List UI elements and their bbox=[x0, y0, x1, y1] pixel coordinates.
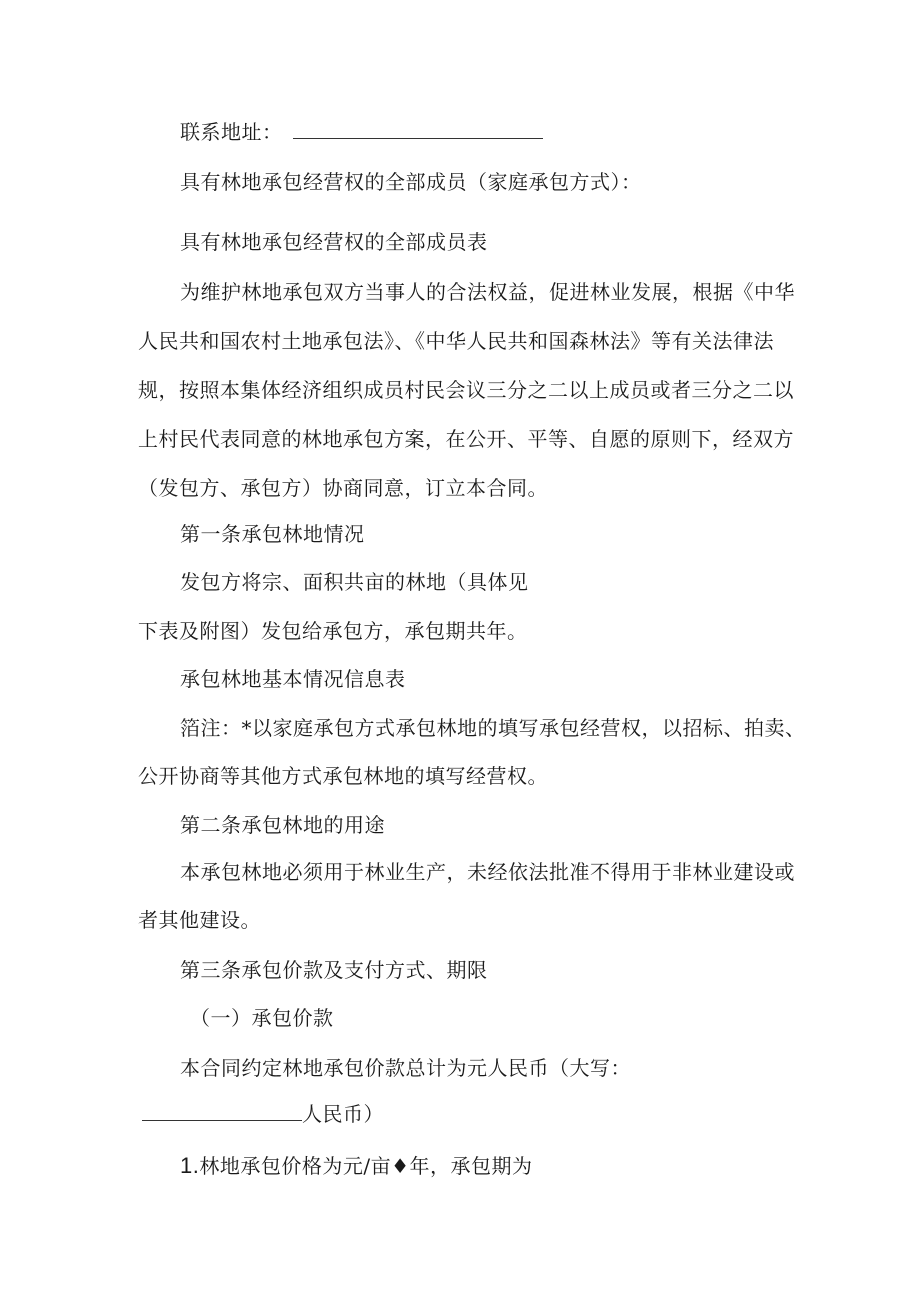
article-1-note-line-1: 箔注：*以家庭承包方式承包林地的填写承包经营权，以招标、拍卖、 bbox=[180, 716, 806, 740]
price-suffix: 人民币） bbox=[302, 1102, 384, 1126]
contact-address-label: 联系地址： bbox=[180, 120, 283, 144]
item-1-number: 1. bbox=[180, 1153, 200, 1178]
article-3-price-words-row bbox=[142, 1100, 384, 1128]
members-table-title: 具有林地承包经营权的全部成员表 bbox=[180, 230, 488, 254]
price-in-words-blank bbox=[142, 1100, 302, 1121]
preamble-line-4: 上村民代表同意的林地承包方案，在公开、平等、自愿的原则下，经双方 bbox=[138, 427, 794, 451]
contact-address-blank bbox=[293, 118, 543, 139]
article-1-line-2: 下表及附图）发包给承包方，承包期共年。 bbox=[138, 619, 528, 643]
article-2-line-1: 本承包林地必须用于林业生产，未经依法批准不得用于非林业建设或 bbox=[180, 860, 795, 884]
article-1-title: 第一条承包林地情况 bbox=[180, 522, 365, 546]
preamble-line-1: 为维护林地承包双方当事人的合法权益，促进林业发展，根据《中华 bbox=[180, 280, 795, 304]
preamble-line-2: 人民共和国农村土地承包法》、《中华人民共和国森林法》等有关法律法 bbox=[138, 329, 774, 353]
item-1-text: 林地承包价格为元/亩♦年，承包期为 bbox=[199, 1154, 533, 1178]
members-statement: 具有林地承包经营权的全部成员（家庭承包方式）： bbox=[180, 170, 642, 194]
article-2-title: 第二条承包林地的用途 bbox=[180, 813, 385, 837]
article-2-line-2: 者其他建设。 bbox=[138, 908, 261, 932]
article-1-table-title: 承包林地基本情况信息表 bbox=[180, 667, 406, 691]
preamble-line-3: 规，按照本集体经济组织成员村民会议三分之二以上成员或者三分之二以 bbox=[138, 378, 794, 402]
article-3-price-line: 本合同约定林地承包价款总计为元人民币（大写： bbox=[180, 1056, 631, 1080]
article-3-title: 第三条承包价款及支付方式、期限 bbox=[180, 958, 488, 982]
preamble-line-5: （发包方、承包方）协商同意，订立本合同。 bbox=[138, 476, 548, 500]
article-1-note-line-2: 公开协商等其他方式承包林地的填写经营权。 bbox=[138, 764, 548, 788]
article-3-subsection-1: （一）承包价款 bbox=[190, 1006, 334, 1030]
article-1-line-1: 发包方将宗、面积共亩的林地（具体见 bbox=[180, 570, 529, 594]
article-3-item-1 bbox=[180, 1152, 533, 1180]
contact-address-row bbox=[180, 118, 543, 146]
